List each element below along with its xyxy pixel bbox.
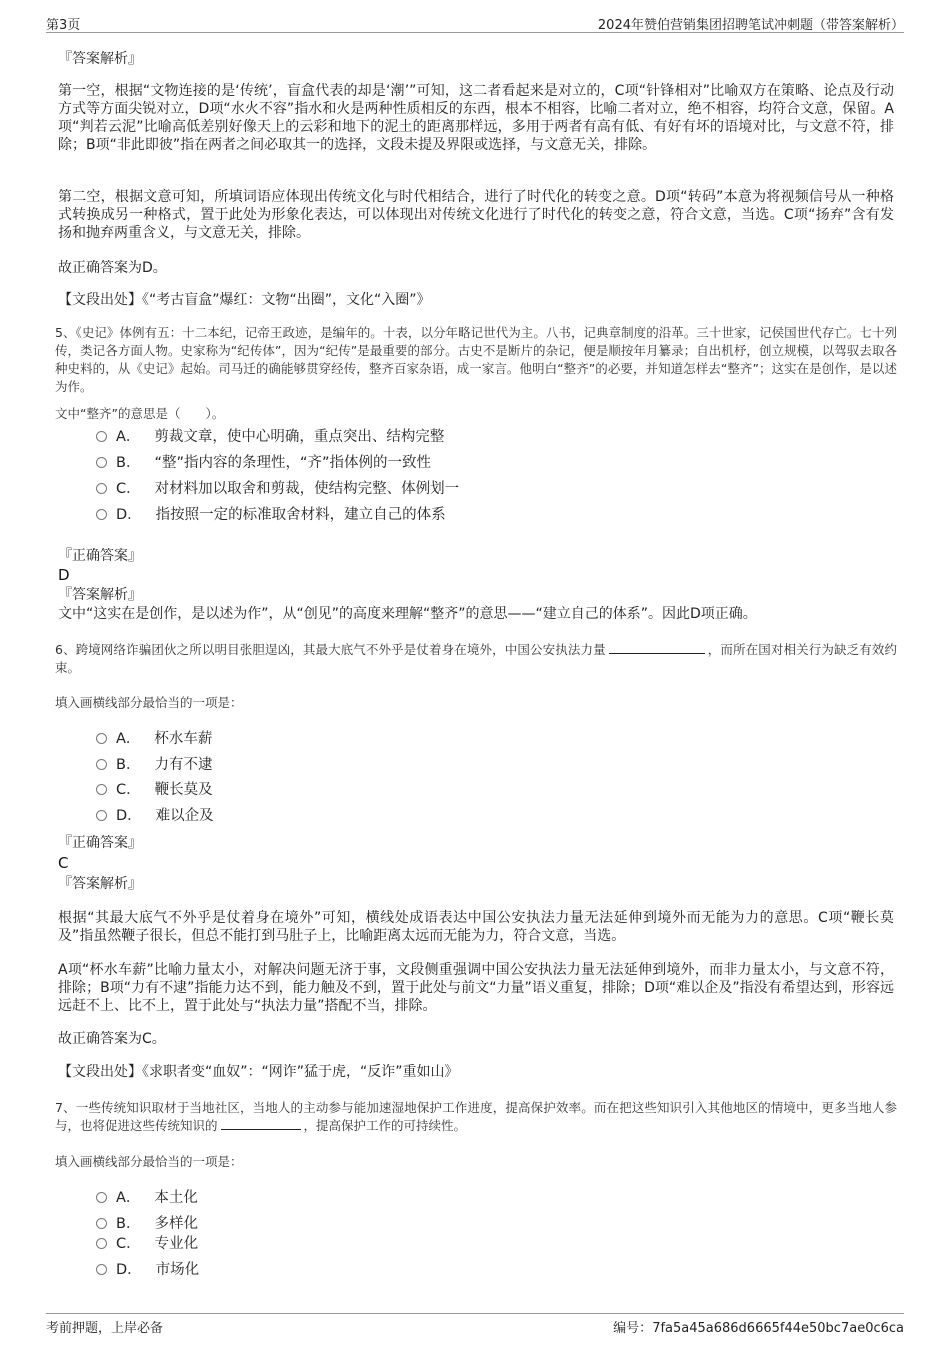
q7-stem [55,1099,897,1135]
option-letter: B． [116,757,141,773]
option-text: 专业化 [154,1236,199,1252]
document-code [613,1317,904,1336]
code-label: 编号： [613,1321,653,1336]
page-number: 第3页 [46,18,81,33]
page-footer [46,1313,904,1336]
q6-option-a[interactable] [96,729,212,749]
q4-conclusion: 故正确答案为D。 [58,260,167,276]
q6-analysis-paragraph-2 [58,961,894,1015]
q6-option-b[interactable] [96,755,212,775]
q6-source: 【文段出处】《求职者变“血奴”：“网诈”猛于虎，“反诈”重如山》 [58,1064,459,1080]
q6-prompt: 填入画横线部分最恰当的一项是： [55,695,243,710]
document-title: 2024年赞伯营销集团招聘笔试冲刺题（带答案解析） [597,18,904,33]
radio-icon[interactable] [96,483,107,494]
q5-option-b[interactable] [96,453,431,473]
q6-stem [55,641,897,677]
q4-analysis-paragraph-2 [58,188,894,242]
q6-stem-after: ，而所在国对相关行为缺乏有效约束。 [55,642,897,675]
radio-icon[interactable] [96,509,107,520]
q4-source: 【文段出处】《“考古盲盒”爆红：文物“出圈”，文化“入圈”》 [58,292,431,308]
radio-icon[interactable] [96,733,107,744]
q5-option-d[interactable] [96,505,446,525]
option-letter: A． [116,1190,141,1206]
q4-analysis-text-1: 第一空，根据“文物连接的是‘传统’，盲盒代表的却是‘潮’”可知，这二者看起来是对立的，C项“针锋相对”比喻双方在策略、论点及行动方式等方面尖锐对立，D项“水火不容”指水和火是两种性质相反的东西，根本不相容，比喻二者对立，绝不相容，均符合文意，保留。A项“判若云泥”比喻高低差别好像天上的云彩和地下的泥土的距离那样远，多用于两者有高有低、有好有坏的语境对比，与文意不符，排除；B项“非此即彼”指在两者之间必取其一的选择，文段未提及界限或选择，与文意无关，排除。 [58,83,894,153]
q5-stem: 5、《史记》体例有五：十二本纪，记帝王政迹，是编年的。十表，以分年略记世代为主。八书，记典章制度的沿革。三十世家，记侯国世代存亡。七十列传，类记各方面人物。史家称为“纪传体”，因为“纪传”是最重要的部分。古史不是断片的杂记，便是顺按年月纂录；自出机杼，创立规模，以驾驭去取各种史料的，从《史记》起始。司马迁的确能够贯穿经传，整齐百家杂语，成一家言。他明白“整齐”的必要，并知道怎样去“整齐”；这实在是创作，是以述为作。 [55,325,897,394]
option-letter: B． [116,455,141,471]
q6-answer: C [58,854,69,872]
option-letter: A． [116,429,141,445]
code-value: 7fa5a45a686d6665f44e50bc7ae0c6ca [652,1321,904,1336]
option-letter: D． [116,1262,142,1278]
q6-analysis-label: 『答案解析』 [58,876,142,892]
q4-analysis-paragraph-1 [58,82,894,154]
q6-stem-before: 6、跨境网络诈骗团伙之所以明目张胆逞凶，其最大底气不外乎是仗着身在境外，中国公安执法力量 [55,642,606,657]
option-letter: C． [116,481,141,497]
q6-option-d[interactable] [96,806,214,826]
radio-icon[interactable] [96,810,107,821]
option-text: 鞭长莫及 [154,782,213,798]
radio-icon[interactable] [96,457,107,468]
footer-slogan: 考前押题，上岸必备 [46,1321,164,1336]
q6-analysis-paragraph-1 [58,909,894,945]
option-text: 剪裁文章，使中心明确，重点突出、结构完整 [154,429,445,445]
option-text: 本土化 [154,1190,198,1206]
q5-answer: D [58,566,70,584]
radio-icon[interactable] [96,1218,107,1229]
option-text: 对材料加以取舍和剪裁，使结构完整、体例划一 [154,481,460,497]
option-text: 杯水车薪 [154,731,213,747]
q5-answer-label: 『正确答案』 [58,548,142,564]
option-letter: A． [116,731,141,747]
q7-option-a[interactable] [96,1188,198,1208]
radio-icon[interactable] [96,1264,107,1275]
option-text: 多样化 [154,1216,198,1232]
option-text: 市场化 [155,1262,200,1278]
q7-option-c[interactable] [96,1234,198,1254]
option-letter: D． [116,808,142,824]
q4-analysis-label: 『答案解析』 [58,51,142,67]
q6-analysis-text-1: 根据“其最大底气不外乎是仗着身在境外”可知，横线处成语表达中国公安执法力量无法延伸到境外而无能为力的意思。C项“鞭长莫及”指虽然鞭子很长，但总不能打到马肚子上，比喻距离太远而无能为力，符合文意，当选。 [58,910,894,944]
radio-icon[interactable] [96,431,107,442]
option-text: “整”指内容的条理性，“齐”指体例的一致性 [154,455,431,471]
q5-option-a[interactable] [96,427,444,447]
q6-answer-label: 『正确答案』 [58,835,142,851]
option-text: 力有不逮 [154,757,213,773]
radio-icon[interactable] [96,1192,107,1203]
option-letter: C． [116,1236,141,1252]
q7-stem-before: 7、一些传统知识取材于当地社区，当地人的主动参与能加速湿地保护工作进度，提高保护效率。而在把这些知识引入其他地区的情境中，更多当地人参与，也将促进这些传统知识的 [55,1100,897,1133]
fill-blank [221,1117,301,1130]
q5-option-c[interactable] [96,479,459,499]
option-letter: D． [116,507,142,523]
option-text: 指按照一定的标准取舍材料，建立自己的体系 [155,507,446,523]
fill-blank [609,641,705,654]
q5-analysis: 文中“这实在是创作，是以述为作”，从“创见”的高度来理解“整齐”的意思——“建立自己的体系”。因此D项正确。 [58,606,757,622]
q7-stem-after: ，提高保护工作的可持续性。 [303,1118,467,1133]
q6-analysis-text-2: A项“杯水车薪”比喻力量太小，对解决问题无济于事，文段侧重强调中国公安执法力量无法延伸到境外，而非力量太小，与文意不符，排除；B项“力有不逮”指能力达不到，能力触及不到，置于此处与前文“力量”语义重复，排除；D项“难以企及”指没有希望达到，形容远远赶不上、比不上，置于此处与“执法力量”搭配不当，排除。 [58,962,894,1014]
radio-icon[interactable] [96,1238,107,1249]
option-letter: C． [116,782,141,798]
q6-conclusion: 故正确答案为C。 [58,1031,166,1047]
q7-prompt: 填入画横线部分最恰当的一项是： [55,1154,243,1169]
q5-prompt: 文中“整齐”的意思是（ ）。 [55,406,225,421]
q6-option-c[interactable] [96,780,213,800]
radio-icon[interactable] [96,784,107,795]
q7-option-b[interactable] [96,1214,198,1234]
q5-analysis-label: 『答案解析』 [58,587,142,603]
option-letter: B． [116,1216,141,1232]
q7-option-d[interactable] [96,1260,199,1280]
option-text: 难以企及 [155,808,214,824]
q4-analysis-text-2: 第二空，根据文意可知，所填词语应体现出传统文化与时代相结合，进行了时代化的转变之意。D项“转码”本意为将视频信号从一种格式转换成另一种格式，置于此处为形象化表达，可以体现出对传统文化进行了时代化的转变之意，符合文意，当选。C项“扬弃”含有发扬和抛弃两重含义，与文意无关，排除。 [58,189,894,241]
radio-icon[interactable] [96,759,107,770]
page-header [46,12,904,33]
